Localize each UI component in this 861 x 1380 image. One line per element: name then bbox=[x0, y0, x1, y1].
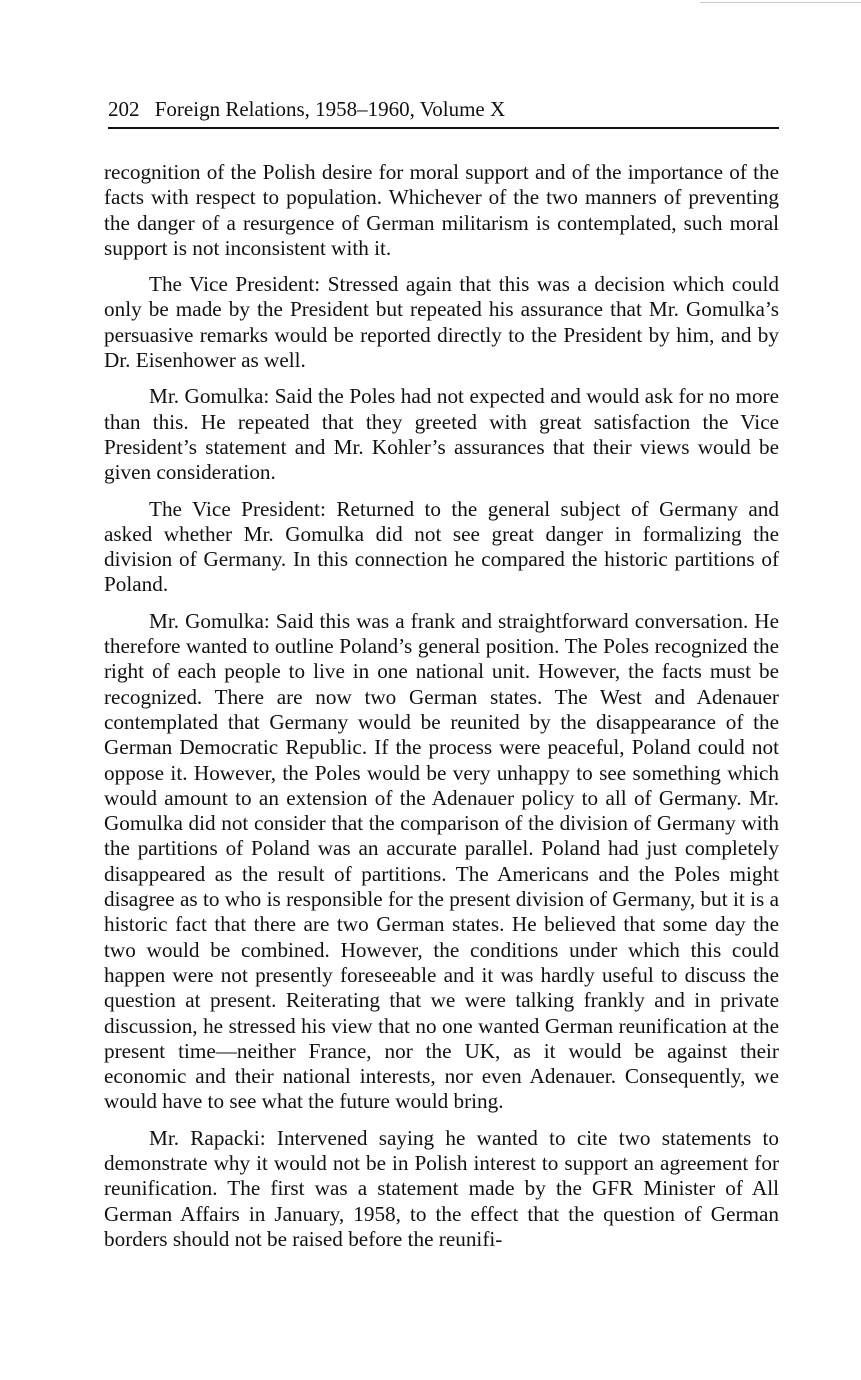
paragraph-vice-president-stressed: The Vice President: Stressed again that this was a decision which could only be made by the President but repeated his assurance that Mr. Gomulka’s persuasive remarks would be reported directly to the President by him, and by Dr. Eisenhower as well. bbox=[104, 272, 779, 373]
paragraph-gomulka-not-expected: Mr. Gomulka: Said the Poles had not expected and would ask for no more than this. He repeated that they greeted with great satisfaction the Vice President’s statement and Mr. Kohler’s assurances that their views would be given consideration. bbox=[104, 384, 779, 485]
header-rule bbox=[108, 127, 779, 129]
scan-edge-line bbox=[700, 2, 861, 3]
page-number: 202 bbox=[108, 97, 140, 121]
paragraph-gomulka-position: Mr. Gomulka: Said this was a frank and straightforward conversation. He therefore wanted to outline Poland’s general position. The Poles recognized the right of each people to live in one national unit. However, the facts must be recognized. There are now two German states. The West and Adenauer contemplated that Germany would be reunited by the disappearance of the German Democratic Republic. If the process were peaceful, Poland could not oppose it. However, the Poles would be very unhappy to see something which would amount to an extension of the Adenauer policy to all of Germany. Mr. Gomulka did not consider that the comparison of the division of Germany with the partitions of Poland was an accurate parallel. Poland had just completely disappeared as the result of partitions. The Americans and the Poles might disagree as to who is responsible for the present division of Germany, but it is a historic fact that there are two German states. He believed that some day the two would be combined. However, the conditions under which this could happen were not presently foreseeable and it was hardly useful to discuss the question at present. Reiterating that we were talking frankly and in private discussion, he stressed his view that no one wanted German reunification at the present time—neither France, nor the UK, as it would be against their economic and their national interests, nor even Adenauer. Consequently, we would have to see what the future would bring. bbox=[104, 608, 779, 1114]
page-header bbox=[108, 96, 779, 126]
running-title: Foreign Relations, 1958–1960, Volume X bbox=[154, 97, 506, 121]
paragraph-vice-president-germany: The Vice President: Returned to the general subject of Germany and asked whether Mr. Gomulka did not see great danger in formalizing the division of Germany. In this connection he compared the historic partitions of Poland. bbox=[104, 496, 779, 597]
paragraph-rapacki-intervened: Mr. Rapacki: Intervened saying he wanted to cite two statements to demonstrate why it would not be in Polish interest to support an agreement for reunification. The first was a statement made by the GFR Minister of All German Affairs in January, 1958, to the effect that the question of German borders should not be raised before the reunifi- bbox=[104, 1125, 779, 1251]
paragraph-continuation: recognition of the Polish desire for moral support and of the importance of the facts with respect to population. Whichever of the two manners of preventing the danger of a resurgence of German militarism is contemplated, such moral support is not inconsistent with it. bbox=[104, 160, 779, 260]
body-text bbox=[104, 160, 779, 1263]
